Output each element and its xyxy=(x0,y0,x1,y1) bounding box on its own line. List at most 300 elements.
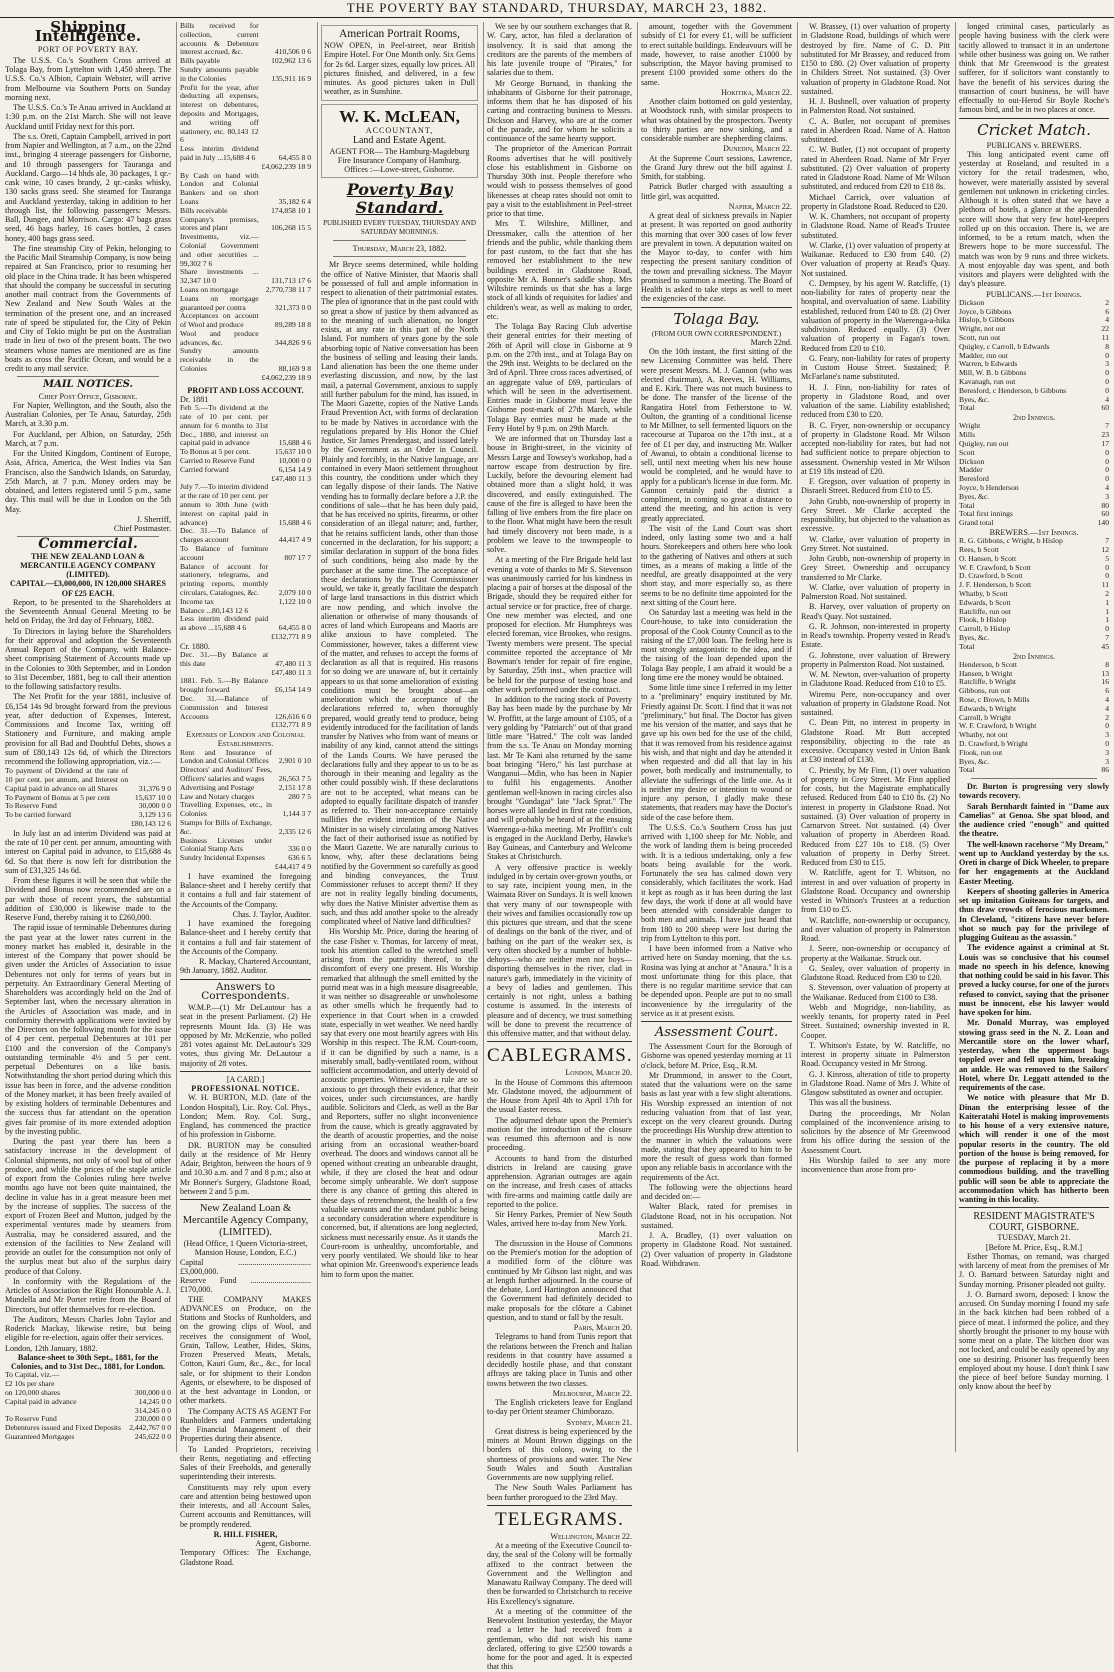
row-label: W. F. Crawford, b Scott xyxy=(959,562,1031,572)
table-row xyxy=(959,519,1109,528)
cable-paragraph: Telegrams to hand from Tunis report that the relations between the French and Italian residents in that country have assumed a decidedly hostile phase, and that constant affrays are taking place in Tunis and other towns between the two classes. xyxy=(487,1332,632,1388)
row-value: 2,770,738 11 7 xyxy=(265,284,311,294)
row-label: Advertising and Postage xyxy=(180,782,255,792)
row-label: Flook, run out xyxy=(959,747,1003,757)
table-row xyxy=(180,633,311,642)
news-item: Mr. Donald Murray, was employed stowing grass seed in the N. Z. Loan and Mercantile store on the lower wharf, yesterday, when the uppermost bags toppled over and fell upon him, breaking an ankle. He was removed to the Sailors' Hotel, where Dr. Leggatt attended to the requirements of the case. xyxy=(959,1018,1109,1093)
dateline: Hokitika, March 22. xyxy=(721,87,792,97)
row-value: 2,901 0 10 xyxy=(278,756,311,766)
row-value: 3 xyxy=(1105,491,1109,501)
profit-loss-credit-table xyxy=(180,651,311,730)
column-1 xyxy=(2,18,174,1452)
row-label: 1881. Feb. 5.—By Balance brought forward xyxy=(180,676,269,695)
row-label: Edwards, b Wright xyxy=(959,703,1017,713)
court-paragraph: W. Clarke, over valuation of property in Grey Street. Not sustained. xyxy=(801,534,950,553)
divider xyxy=(180,1071,311,1072)
editorial-paragraph: Mr Bryce seems determined, while holding the office of Native Minister, that Maoris shall be possessed of full and ample information in respect to alienation of their patrimonial estates. The plea of ignorance that in the past could with so great a show of justice by them advanced as to the meaning of such alienation, no longer exists, at any rate in this part of the North Island. For numbers of years gone by the sole absorbing topic of Native conversation has been the business of selling and leasing their lands. Land alienation has been the one theme under everlasting discussion, and now, by the last mail, a paternal Government, anxious to supply still further pabulum for the mind, has issued, in The Maori Gazette, copies of the Native Lands Fraud Prevention Act, with forms of declaration to be made by Natives in accordance with the regulations prepared by His Honor the Chief Justice, Sir James Prendergast, and issued lately by the Government as an Order in Council. Plainly and forcibly, in the Native language, are contained in every Maori settlement throughout this country, the conditions under which they can legally dispose of their lands. The Native vending has to formally declare before a J.P. the conditions of sale—that he has been duly paid, that he has received no spirits, firearms, or other consideration of an illegal nature; and, further, that he retains sufficient lands, other than those concerned in the declaration, for his support; a similar declaration in support of the bona fides of such conditions, being also made by the purchaser at the same time. The acceptance of these declarations by the Trust Commissioner would, we take it, greatly facilitate the despatch of large land transactions in this district which are now pending, and which involve the alienation or otherwise of many thousands of acres of land which Europeans and Maoris are alike anxious to have completed. The Commissioner, however, takes a different view of the matter, and refuses to accept the forms of declaration as all that is required. His reasons for so doing we are unaware of, but it certainly appears to us that some amelioration of existing conditions must be brought about—an amelioration which the acceptance of the declarations referred to, when thoroughly prepared, would greatly tend to produce, being evidently introduced for the facilitation of lands transfer by Natives who from want of means or inability of any kind, cannot attend the sittings of the Lands Courts. We have perused the declarations fully and they appear to us to be as thorough in their meaning and legality as the other could possibly wish. If these declarations are not to be accepted, what means can be adopted to equally facilitate dispatch of transfer as referred to. Their non-acceptance certainly nullifies the evident intention of the Native Minister in so wisely circulating among Natives the fact of their authorised issue as notified by the Maori Gazette. We are naturally curious to know, why, after these declarations being notified by the Government so carefully as good and binding conveyances, the Trust Commissioner refuses to accept them? If they are not in reality legally binding documents, why does the Native Minister advertise them as such, and thus add another spoke to the already complicated wheel of Native land difficulties? xyxy=(321,260,478,926)
tolaga-bay-heading: Tolaga Bay. xyxy=(673,309,760,328)
telegram-paragraph: Patrick Butler charged with assaulting a little girl, was acquitted. xyxy=(641,182,792,201)
row-value: 280 7 5 xyxy=(288,791,311,801)
row-value: 14,245 0 0 xyxy=(138,1396,171,1406)
correspondent-paragraph: I have been informed from a Native who arrived here on Sunday morning, that the s.s. Rosina was lying at anchor at "Anaura." It is a most unfortunate thing for this place, that there is no regular maritime service that can be depended upon. People are put to no small inconvenience by the irregularity of the service as it at present exists. xyxy=(641,944,792,1018)
row-value: 23 xyxy=(1101,430,1109,440)
row-label: on 120,000 shares xyxy=(5,1387,61,1397)
court-paragraph: W. M. Newton, over-valuation of property in Gladstone Road. Reduced from £10 to £5. xyxy=(801,670,950,689)
expenses-heading: Expenses of London and Colonial Establishments. xyxy=(186,730,305,749)
row-label: Dec. 31.—By Balance at this date xyxy=(180,649,269,668)
row-value: 88,169 9 8 xyxy=(278,364,311,374)
row-value: 4 xyxy=(1105,394,1109,404)
court-paragraph: W. Ratcliffe, agent for T. Whitson, no interest in and over valuation of property in Gladstone Road. Occupancy and ownership vested in Whitson's Trustees at a reduction from £10 to £5. xyxy=(801,868,950,915)
row-value: 80 xyxy=(1101,500,1109,510)
row-value: 4 xyxy=(1105,482,1109,492)
row-value: 0 xyxy=(1105,721,1109,731)
row-value: 5 xyxy=(1105,553,1109,563)
column-6 xyxy=(797,22,953,1452)
rm-court-paragraph: Esther Thomas, on remand, was charged with larceny of meat from the premises of Mr J. O. Barnard between Saturday night and Sunday morning. Prisoner pleaded not guilty. xyxy=(959,1251,1109,1289)
court-paragraph: The following were the objections heard and decided on:— xyxy=(641,1182,792,1202)
divider xyxy=(487,1505,632,1506)
row-label: Quigley, c Carroll, b Edwards xyxy=(959,341,1050,351)
row-value: 8 xyxy=(1105,659,1109,669)
row-label: Rent and Insurance of London and Colonial Offices xyxy=(180,747,272,766)
table-row xyxy=(180,651,311,669)
table-row xyxy=(959,634,1109,643)
row-label: O. Hansen, b Scott xyxy=(959,553,1017,563)
table-row xyxy=(180,172,311,207)
court-paragraph: C. Dempsey, by his agent W. Ratcliffe, (1) non-liability for rates of property near the hospital, and overvaluation of same. Liability established, reduced from £40 to £8. (2) Over valuation of property in the Waerenga-a-hika subdivision. Reduced equally. (3) Over valuation of property in Fagan's town. Reduced from £20 to £10. xyxy=(801,278,950,353)
row-label: £2 10s per share xyxy=(5,1379,55,1389)
court-paragraph: Mr Drummond, in answer to the Court, stated that the valuations were on the same basis as last year with a few slight alterations. His Worship expressed an intention of not reducing valuation from that of last year, except on the very clearest grounds. During the proceedings His Worship drew attention to the manner in which the valuations were made, stating that they appeared to him to be more the result of guess work than formed upon any reliable basis in accordance with the requirements of the Act. xyxy=(641,1070,792,1182)
row-value: 2,442,767 0 0 xyxy=(129,1423,171,1433)
row-label: Mills xyxy=(959,430,976,440)
row-value: 60 xyxy=(1101,509,1109,519)
table-row xyxy=(959,422,1109,431)
row-value: 410,506 0 6 xyxy=(274,47,311,57)
cable-paragraph: The English cricketers leave for England to-day per Orient steamer Chimborazo. xyxy=(487,1398,632,1417)
table-row xyxy=(180,84,311,146)
table-row xyxy=(959,766,1109,775)
row-value: 102,962 13 6 xyxy=(271,56,311,66)
table-row xyxy=(180,295,311,313)
telegram-paragraph: At a meeting of the committee of the Benevolent Institution yesterday, the Mayor read a letter he had received from a gentleman, who did not wish his name declared, offering to give £2500 towards a home for the poor and aged. It is expected that this xyxy=(487,1606,632,1672)
row-value: 15,688 4 6 xyxy=(278,438,311,448)
row-value: 245,622 0 0 xyxy=(134,1431,171,1441)
row-value: £47,480 11 3 xyxy=(271,473,311,483)
table-row xyxy=(180,404,311,448)
article-paragraph: The rapid issue of terminable Debentures during the past year at the lower rates current in the money market has enabled it, desirable in the interest of the Company that power should be given under the Articles of Association to issue Debentures not only for terms of years but in perpetuity. An Extraordinary General Meeting of Shareholders was accordingly held on the 2nd of September last, when the necessary alteration in the Articles of Association was made, and in conformity therewith applications were invited by the Directors on the following month for the issue of 4 per cent. perpetual Debentures at 101 per £100 and the conversion of the Company's outstanding terminable 4½ and 5 per cent. perpetual Debentures on a like basis. Notwithstanding the short period during which this issue has been in force, and the adverse condition of the Money market, it has been freely availed of by existing holders of terminable Debentures and the success thus far attendant on the operation gives fair promise of its more extended adoption by the investing public. xyxy=(5,923,171,1136)
table-row xyxy=(180,563,311,598)
court-paragraph: T. Whitson's Estate, by W. Ratcliffe, no interest in property situate in Palmerston Road. Occupancy vested in Mr Strong. xyxy=(801,1040,950,1069)
row-label: Hansen, b Wright xyxy=(959,668,1013,678)
row-label: Henderson, b Scott xyxy=(959,659,1017,669)
row-label: Rose, c Brown, b Mills xyxy=(959,694,1030,704)
liabilities-table xyxy=(180,22,311,172)
row-value: 321,373 0 0 xyxy=(274,302,311,312)
editorial-paragraph: His Worship Mr. Price, during the hearing of the case Fisher v. Thomas, for larceny of meat, took his attention called to the wretched smell arising from the putridity thereof, to the discomfort of every one present. His Worship remarked that although the smell emitted by the putrid meat was in a high measure disagreeable, it was neither so disagreeable or unwholesome as other smells which he frequently had to experience in that Court when in a crowded state, especially in wet weather. We need hardly say that every one most heartily agrees with His Worship in this respect. The R.M. Court-room, if it can be dignified by such a name, is a miserably small, badly-ventilated room, without sufficient accommodation, and utterly devoid of acoustic properties. Witnesses as a rule are so anxious to get through their evidence, that their voices, under such circumstances, are hardly audible. Solicitors and Clerk, as well as the Bar and Reporters, suffer no slight inconvenience from the cause, which is greatly aggravated by the dearth of acoustic properties, and the noise arising from an occasional weather-board overhead. The doors and windows cannot all be opened without creating an unbearable draught, while, if they are closed the heat and odour become simply unbearable. We don't suppose there is any chance of getting this altered in these days of retrenchment, the health of a few valuable servants and the attendant public being a secondary consideration where expenditure is concerned, but, if alterations are long neglected, sickness must necessarily ensue. As it stands the Court-room is unhealthy, uncomfortable, and very poorly ventilated. We should like to hear what opinion Mr. Greenwood's experience leads him to form upon the matter. xyxy=(321,927,478,1279)
row-label: To Payment of Bonus at 5 per cent xyxy=(5,792,111,802)
mail-notices-heading: MAIL NOTICES. xyxy=(43,379,133,391)
commercial-heading: Commercial. xyxy=(38,536,138,553)
row-value: 0 xyxy=(1105,350,1109,360)
row-label: Dec. 31.—Balance of Commission and Interest Accounts xyxy=(180,693,269,721)
court-paragraph: C. A. Butler, not occupant of premises rated in Aberdeen Road. Name of A. Hatton substituted. xyxy=(801,116,950,144)
row-label: Sundry amounts receivable in the Colonies xyxy=(180,346,259,374)
table-row xyxy=(180,145,311,163)
court-paragraph: His Worship failed to see any more inconvenience than arose from pro- xyxy=(801,1155,950,1174)
row-value: 10,000 0 0 xyxy=(278,455,311,465)
portrait-rooms-ad xyxy=(321,25,478,101)
paper-date: Thursday, March 23, 1882. xyxy=(352,244,447,253)
row-value: 44,417 4 9 xyxy=(278,535,311,545)
court-paragraph: B. C. Fryer, non-ownership or occupancy of property in Gladstone Road. Mr Wilson accepted non-liability for rates, but had not had sufficient notice to prepare objection to assessment. Ownership vested in Mr Wilson at £19 18s instead of £20. xyxy=(801,420,950,476)
row-label: D. Crawford, b Scott xyxy=(959,571,1023,581)
row-value: 64,455 8 0 xyxy=(278,623,311,633)
masthead-rule xyxy=(0,17,1114,18)
row-value: 126,616 6 0 xyxy=(274,711,311,721)
cricket-heading: Cricket Match. xyxy=(977,120,1091,139)
table-row xyxy=(180,233,311,268)
court-paragraph: longed criminal cases, particularly as people having business with the clerk were tacitly allowed to transact it in an undertone while other business was going on. We rather think that Mr Greenwood is the greatest sufferer, for if solicitors want constantly to have the benefit of his services during the transaction of court business, he will have effectually to out-Herod Sir Boyle Roche's famous bird, and be in two places at once. xyxy=(959,22,1109,115)
court-paragraph: Wiremu Pere, non-occupancy and over valuation of property in Gladstone Road. Not sustained. xyxy=(801,689,950,717)
profit-loss-heading: PROFIT AND LOSS ACCOUNT. xyxy=(187,385,304,395)
assets-table xyxy=(180,172,311,383)
court-paragraph: The Assessment Court for the Borough of Gisborne was opened yesterday morning at 11 o'clock, before M. Price, Esq., R.M. xyxy=(641,1042,792,1070)
auditor-statement: I have examined the foregoing Balance-sheet and I hereby certify that it contains a full and fair statement of the Accounts of the Company. xyxy=(180,871,311,909)
innings-heading: 2nd Innings. xyxy=(1012,413,1056,423)
correspondent-paragraph: The U.S.S. Co.'s Southern Cross has just arrived with 1,100 sheep for Mr. Noble, and the work of landing them is being proceeded with. It is a tedious undertaking, only a few boats being available for the work. Fortunately the sea has calmed down very considerably, which facilitates the work. Had it kept as rough as it has been during the last few days, the work if done at all would have been attended with considerable danger to both men and animals. I have just heard that from 180 to 200 sheep were lost during the trip from Lyttelton to this port. xyxy=(641,822,792,943)
row-value: 0 xyxy=(1105,624,1109,634)
row-value: 0 xyxy=(1105,456,1109,466)
agent-role: Agent, Gisborne. xyxy=(255,1539,311,1549)
row-value: £44,417 4 9 xyxy=(274,861,311,871)
table-row xyxy=(180,330,311,348)
paper-title: Poverty Bay Standard. xyxy=(346,179,453,217)
court-paragraph: B. Harvey, over valuation of property on Read's Quay. Not sustained. xyxy=(801,602,950,621)
row-label: Ratcliffe, b Wright xyxy=(959,677,1016,687)
pl-debit-label: Dr. 1881 xyxy=(180,394,209,404)
row-label: Quigley, run out xyxy=(959,438,1009,448)
row-label: Joyce, b Gibbons xyxy=(959,306,1012,316)
row-value: 336 0 0 xyxy=(288,844,311,854)
row-value: 35,182 6 4 xyxy=(278,196,311,206)
row-value: 7 xyxy=(1105,421,1109,431)
news-paragraph: In addition to the racing stock of Poverty Bay has been made by the purchase by Mr W. Proffitt, at the large amount of £105, of a very golding by "Patriarch" out of that grand little mare "Hatred." The colt was landed from the s.s. Te Anau on Monday morning last. Mr Te Kani also returned by the same boat bringing "Hero," his last purchase at Wanganui—Mdin, who has been in Napier to fulfil his engagements. Another gentleman well-known in racing circles also brought "Gundagai" late "Jack Sprat." The horses were all landed in first rate condition, and will probably be heard of at the ensuing Waerenga-a-hika meeting. Mr Proffitt's colt is engaged in the Auckland Derby, Hawke's Bay Guineas, and Canterbury and Welcome Stakes at Christchurch. xyxy=(487,695,632,862)
row-value xyxy=(259,233,311,268)
row-value: 0 xyxy=(1105,465,1109,475)
divider xyxy=(487,1041,632,1042)
cricket-paragraph: This long anticipated event came off yesterday at Roseland, and resulted in a victory for the retail tradesmen, who, however, were materially assisted by several gentlemen not unknown in cricketing circles. Although it is often stated that we have a plethora of hotels, a glance at the appended score will show that very few hotel-keepers rolled up on this occasion. There is, we are informed, to be a return match, when the Brewers hope to be more successful. The match was won by 9 runs and three wickets. A most enjoyable day was spent, and both visitors and players were delighted with the day's pleasure. xyxy=(959,149,1109,289)
row-label: Less interim dividend paid as above ...15,688 4 6 xyxy=(180,614,269,633)
row-label xyxy=(180,863,272,872)
answers-paragraph: W.M.P.—(1) Mr DeLautour has a seat in the present Parliament. (2) He represents Mount Ida. (3) He was opposed by Mr. McKenzie, who polled 281 votes against Mr. DeLautour's 329 votes, thus giving Mr. DeLautour a majority of 28 votes. xyxy=(180,1003,311,1068)
column-4 xyxy=(483,22,635,1672)
innings-heading: 2nd Innings. xyxy=(1012,651,1056,661)
rm-court-paragraph: J. O. Barnard sworn, deposed: I know the accused. On Sunday morning I found my safe in the back kitchen had been robbed of a piece of meat. I informed the police, and they shortly brought the prisoner to my house with some meat on a plate. The kitchen door was not locked, and could be easily opened by any one so desiring. Prisoner has frequently been employed about my house. I don't think I saw the piece of beef before Sunday morning. I only know about the beef by xyxy=(959,1289,1109,1392)
agent-name: R. HILL FISHER, xyxy=(213,1529,278,1539)
row-value: 89,289 18 8 xyxy=(274,320,311,330)
court-paragraph: F. Gregson, over valuation of property in Disraeli Street. Reduced from £10 to £5. xyxy=(801,477,950,496)
row-label: Whatby, b Scott xyxy=(959,588,1008,598)
court-paragraph: John Grubb, non-ownership of property in Grey Street. Ownership and occupancy transferred to Mr Clarke. xyxy=(801,554,950,582)
row-label: To Reserve Fund xyxy=(5,801,57,811)
assessment-court-heading: Assessment Court. xyxy=(654,1025,779,1041)
row-label: D. Crawford, b Wright xyxy=(959,738,1028,748)
row-label: Dickson xyxy=(959,456,985,466)
row-value: 174,858 10 1 xyxy=(271,205,311,215)
row-label: Profit for the year, after deducting all expenses, interest on debentures, deposits and Mortgages, and writing off stationery, etc. 80,143 12 6 xyxy=(180,82,259,145)
row-value: 7 xyxy=(1105,536,1109,546)
ledger-table xyxy=(180,172,311,383)
court-paragraph: W. K. Chambers, not occupant of property in Gladstone Road. Name of Read's Trustee substituted. xyxy=(801,212,950,240)
row-label: Total xyxy=(959,500,975,510)
court-paragraph: C. W. Butler, (1) not occupant of property rated in Aberdeen Road. Name of Mr Fryer substituted. (2) Over valuation of property rated in Gladstone Road. Name of Mr Wilson substituted, and reduced from £20 to £18 8s. xyxy=(801,145,950,192)
row-value: 86 xyxy=(1101,765,1109,775)
pl-credit-label: Cr. 1880. xyxy=(180,641,210,651)
court-paragraph: C. Dean Pitt, no interest in property in Gladstone Road. Mr Butt accepted responsibility, objecting to the rate as excessive. Occupancy vested in Union Bank at £30 instead of £130. xyxy=(801,718,950,765)
row-label: Bills receivable xyxy=(180,205,228,215)
ledger-table xyxy=(180,651,311,730)
telegram-paragraph: Another claim bottomed on gold yesterday, at Woodstock rush, with similar prospects to what was obtained by the prospectors. Twenty to thirty parties are now sinking, and a considerable number are shepherding claims. xyxy=(641,97,792,143)
article-paragraph: Report, to be presented to the Shareholders at the Seventeenth Annual General Meeting to be held on Friday, the 3rd day of February, 1882. xyxy=(5,597,171,626)
divider xyxy=(959,1207,1109,1208)
row-label: Bills received for collection, current accounts & Debenture interest accrued, &c. xyxy=(180,21,259,57)
company-title: THE NEW ZEALAND LOAN & MERCANTILE AGENCY COMPANY (LIMITED). xyxy=(20,551,156,579)
telegram-paragraph: At the Supreme Court sessions, Lawrence, the Grand Jury threw out the bill against J. Smith, for stabbing. xyxy=(641,153,792,181)
card-label: [A CARD.] xyxy=(226,1074,265,1084)
row-label: Gibbons, run out xyxy=(959,686,1011,696)
ad-office: Offices :—Lowe-street, Gisborne. xyxy=(344,165,455,175)
row-label: Grand total xyxy=(959,518,994,528)
row-value: £4,062,239 18 9 xyxy=(261,161,311,171)
row-label: July 7.—To interim dividend at the rate of 10 per cent. per annum to 30th June (with interest on capital paid in advance) xyxy=(180,482,269,527)
divider xyxy=(971,778,1097,779)
card-paragraph: DR. BURTON may be consulted daily at the residence of Mr Henry Adair, Brighton, between the hours of 9 and 10.30 a.m. and 7 and 8 p.m.; also at Mr Bonner's Surgery, Gladstone Road, between 2 and 5 p.m. xyxy=(180,1140,311,1196)
row-label: Business Licenses under Colonial Stamp Acts xyxy=(180,835,272,854)
dateline: Melbourne, March 22. xyxy=(552,1388,632,1398)
table-row xyxy=(180,312,311,330)
cricket-subheading: PUBLICANS v. BREWERS. xyxy=(986,140,1082,150)
ad-paragraph: Constituents may rely upon every care and attention being bestowed upon their interests, and all Account Sales, Current accounts and Remittances, will be promptly rendered. xyxy=(180,1482,311,1529)
ad-agent: AGENT FOR— The Hamburg-Magdeburg Fire Insurance Company of Hamburg. xyxy=(329,146,470,165)
cablegrams-heading: CABLEGRAMS. xyxy=(487,1045,633,1067)
dateline: Napier, March 22. xyxy=(728,201,792,211)
row-value: £132,771 8 9 xyxy=(271,631,311,641)
row-value: 30,000 0 0 xyxy=(138,801,171,811)
row-label: Total xyxy=(959,765,975,775)
dateline: Wellington, March 22. xyxy=(550,1531,632,1541)
row-label: Warren, b Edwards xyxy=(959,359,1018,369)
cable-paragraph: The discussion in the House of Commons on the Premier's motion for the adoption of a modified form of the clôture was continued by Mr Gibson last night, and was at length further adjourned. In the course of the debate, Lord Hartington announced that the Government had definitely decided to make proposals for the clôture a Cabinet question, and to stand or fall by the result. xyxy=(487,1238,632,1322)
row-value: 4 xyxy=(1105,315,1109,325)
court-paragraph: This was all the business. xyxy=(809,1098,892,1108)
row-value: 0 xyxy=(1105,376,1109,386)
row-label: Scott, run out xyxy=(959,332,1001,342)
row-value: 31,376 9 0 xyxy=(138,783,171,793)
row-label: Joyce, b Henderson xyxy=(959,482,1019,492)
correspondent-paragraph: The visit of the Land Court was short indeed, only lasting some two and a half hours. Storekeepers and others here who look to the gathering of Natives and others at such times, as a means of making a little of the needful, are greatly disappointed at the very short stay, and more especially so, as there seems to be no definite time appointed for the next sitting of the Court here. xyxy=(641,523,792,607)
row-value: 15,688 4 6 xyxy=(278,517,311,527)
publicans-first-innings xyxy=(959,299,1109,413)
row-value: 2 xyxy=(1105,297,1109,307)
row-label: Total xyxy=(959,403,975,413)
court-paragraph: Walter Black, rated for premises in Gladstone Road, not in his occupation. Not sustained. xyxy=(641,1202,792,1230)
table-row xyxy=(180,22,311,57)
dateline: Paris, March 20. xyxy=(573,1323,632,1332)
table-row xyxy=(180,677,311,695)
article-paragraph: The U.S.S. Co.'s Southern Cross arrived at Tolaga Bay, from Lyttelton with 1,450 sheep. The U.S.S. Co.'s Albion, Captain Webster, will arrive from Melbourne via Southern Ports on Sunday morning next. xyxy=(5,55,171,102)
row-value: 3 xyxy=(1105,747,1109,757)
row-label: Guaranteed Mortgages xyxy=(5,1431,75,1441)
correspondent-line: (FROM OUR OWN CORRESPONDENT.) xyxy=(651,328,782,338)
row-label: Byes, &c. xyxy=(959,491,990,501)
article-paragraph: For Napier, Wellington, and the South, also the Australian Colonies, per Te Anau, Saturday, 25th March, at 3.30 p.m. xyxy=(5,400,171,429)
balance-sheet-table xyxy=(5,1371,171,1441)
loan-company-capital: Capital ....................................£3,000,000. xyxy=(180,1257,311,1276)
row-value: 64,455 8 0 xyxy=(278,152,311,162)
balance-sheet-heading: Balance-sheet to 30th Sept., 1881, for the Colonies, and to 31st Dec., 1881, for London. xyxy=(10,1352,166,1372)
court-paragraph: Michael Carrick, over valuation of property in Gladstone Road. Reduced to £20. xyxy=(801,192,950,211)
ledger-table xyxy=(959,661,1109,775)
row-label xyxy=(5,820,128,829)
court-paragraph: G. R. Johnson, non-interested in property in Read's township. Property vested in Read's Estate. xyxy=(801,621,950,650)
row-value: 0 xyxy=(1105,368,1109,378)
dateline: March 21. xyxy=(598,1229,632,1239)
table-row xyxy=(180,527,311,545)
row-value: 8 xyxy=(1105,341,1109,351)
row-label: Carried forward xyxy=(180,464,229,474)
court-paragraph: J. Seere, non-ownership or occupancy of property at the Waikanae. Struck out. xyxy=(801,944,950,963)
row-value: 0 xyxy=(1105,385,1109,395)
card-paragraph: W. H. BURTON, M.D. (late of the London Hospital), Lic. Roy. Col. Phys., London; Mem. Roy. Col. Surg., England, has commenced the practice of his profession in Gisborne. xyxy=(180,1093,311,1140)
table-row xyxy=(180,374,311,383)
court-paragraph: G. Johnstone, over valuation of Brewery property in Palmerston Road. Not sustained. xyxy=(801,650,950,669)
row-value: 1 xyxy=(1105,615,1109,625)
row-label: Byes, &c. xyxy=(959,394,990,404)
auditor-date: 9th January, 1882. Auditor. xyxy=(180,966,268,976)
dateline: March 22nd. xyxy=(750,337,792,347)
temporary-offices: Temporary Offices: The Exchange, Gladstone Road. xyxy=(180,1548,311,1567)
row-value: 6 xyxy=(1105,306,1109,316)
row-value: 6,154 14 9 xyxy=(278,464,311,474)
court-paragraph: H. J. Finn, non-liability for rates of property in Gladstone Road, and over valuation of the same. Liability established; reduced from £30 to £20. xyxy=(801,382,950,420)
ad-role-2: Land and Estate Agent. xyxy=(352,134,447,146)
article-paragraph: The U.S.S. Co.'s Te Anau arrived in Auckland at 1:30 p.m. on the 21st March. She will not leave Auckland until Friday next for this port. xyxy=(5,103,171,131)
court-paragraph: W. Clarke, (1) over valuation of property at Waikanae. Reduced to £30 from £40. (2) Over valuation of property at Read's Quay. Not sustained. xyxy=(801,240,950,278)
ledger-table xyxy=(959,422,1109,528)
ledger-table xyxy=(180,749,311,872)
table-row xyxy=(5,1433,171,1442)
row-label: Kavanagh, run out xyxy=(959,376,1016,386)
row-value: 344,826 9 6 xyxy=(274,337,311,347)
divider xyxy=(641,307,792,308)
divider xyxy=(180,1199,311,1200)
divider xyxy=(333,256,466,257)
row-label: Ratcliffe, run out xyxy=(959,606,1011,616)
ad-paragraph: THE COMPANY MAKES ADVANCES on Produce, on the Stations and Stocks of Runholders, and on the growing clips of Wool, and receives the consignment of Wool, Grain, Tallow, Leather, Hides, Skins, Frozen Preserved Meats, Metals, Cotton, Kauri Gum, &c., &c., for local sale, or for shipment to their London Agents, or elsewhere, to be disposed of at the best advantage in London, or other markets. xyxy=(180,1294,311,1406)
divider xyxy=(641,1021,792,1022)
row-label: Madder, run out xyxy=(959,350,1008,360)
row-label: To Bonus at 5 per cent. xyxy=(180,447,251,457)
article-paragraph: During the past year there has been a satisfactory increase in the development of Colonial shipments, not only of wool but of other produce, and while the prices of the staple article of export from the Colonies ruling here twelve months ago have not been quite maintained, the decline in value has in a great measure been met by the increase of supplies. The success of the export of Frozen Beef and Mutton, judged by the experimental ventures made by steamers from Australia, may be considered assured, and the extension of the facilities to New Zealand will provide an outlet for the consumption not only of the surplus meat but also of the surplus dairy produce of that Colony. xyxy=(5,1137,171,1276)
article-paragraph: The s.s. Oreti, Captain Campbell, arrived in port from Napier and Wellington, at 7 a.m., on the 22nd inst., bringing 4 steerage passengers for Gisborne, and 10 through passengers for Tauranga and Auckland. Cargo—14 hhds ale, 30 packages, 1 qr.-cask wine, 10 cases brandy, 2 qr.-casks whisky, 130 sacks grass seed. She steamed for Tauranga and Auckland yesterday, taking in addition to her through list, the following passengers: Messrs. Ball, Dungee, and Morrison. Cargo: 47 bags grass seed, 46 bags barley, 16 cases bottles, 2 cases honey, 400 bags grass seed. xyxy=(5,131,171,243)
row-value: 7 xyxy=(1105,632,1109,642)
news-paragraph: A very offensive practice is weekly indulged in by certain over-grown youths, or to say rate, incipient young men, in the Waimata River on Sundays. It is well known that very many of our townspeople with their wives and families occasionally row up this pictures que stream, and that the scene of dealings on the bank of the river, and of bathing on the part of the weaker sex, is very often shocked by a number of hobble-dehoys—who are neither men nor boys—disporting themselves in the river, clad in nature's garb, immediately in the vicinity of a bevy of ladies and gentlemen. This certainly is not right, unless a bathing costume is assumed. In the interests of pleasure and of decency, we trust something will be done to prevent the recurrence of this offensive matter, and that without delay. xyxy=(487,862,632,1038)
row-value: 11 xyxy=(1101,332,1109,342)
row-label: Wright, not out xyxy=(959,324,1006,334)
row-label: Scott xyxy=(959,447,975,457)
column-2 xyxy=(176,21,314,1567)
row-label: To Capital, viz.— xyxy=(5,1370,60,1380)
rm-court-heading: RESIDENT MAGISTRATE'S COURT, GISBORNE. xyxy=(973,1211,1095,1234)
divider xyxy=(959,118,1109,119)
appropriation-table xyxy=(5,767,171,829)
row-label: Less interim dividend paid in July ...15,688 4 6 xyxy=(180,144,259,162)
table-row xyxy=(959,440,1109,449)
auditor-signature: Chas. J. Taylor, Auditor. xyxy=(232,909,311,919)
auditor-statement: I have examined the foregoing Balance-sheet and I hereby certify that it contains a full and fair statement of the Accounts of the Company. xyxy=(180,919,311,956)
row-label: Loans on mortgage guaranteed per contra xyxy=(180,293,259,312)
ledger-table xyxy=(180,404,311,642)
court-paragraph: H. J. Bushnell, over valuation of property in Palmerston Road. Not sustained. xyxy=(801,97,950,116)
row-label: Sundry amounts payable in the Colonies xyxy=(180,64,259,83)
row-label: Dec. 31.—To Balance of charges account xyxy=(180,526,269,545)
table-row xyxy=(180,801,311,819)
court-paragraph: Webb and Mogridge, non-liability, as weekly tenants, for property rated in Peel Street. Sustained; ownership invested in R. Cooper. xyxy=(801,1002,950,1040)
rm-court-date: TUESDAY, March 21. xyxy=(997,1233,1071,1243)
row-label: Rees, b Scott xyxy=(959,544,999,554)
row-label: To be carried forward xyxy=(5,810,71,820)
row-value: 0 xyxy=(1105,562,1109,572)
profit-loss-debit-table xyxy=(180,404,311,642)
brewers-first-innings xyxy=(959,537,1109,651)
row-value: 807 17 7 xyxy=(284,552,311,562)
row-value: 12 xyxy=(1101,544,1109,554)
article-paragraph: For Auckland, per Albion, on Saturday, 25th March, at 7 p.m. xyxy=(5,429,171,448)
row-value: 1,144 3 7 xyxy=(282,809,311,819)
news-paragraph: Mr George Burnand, in thanking the inhabitants of Gisborne for their patronage, informs them that he has disposed of his carting and contracting business to Messrs. Dickson and Harvey, who are at the corner of the parade, and for whom he solicits a continuance of the same hearty support. xyxy=(487,78,632,143)
row-label xyxy=(180,374,259,383)
divider xyxy=(17,376,159,377)
article-paragraph: To Directors in laying before the Shareholders for their approval and adoption the Seventeenth Annual Report of the Company, with Balance-sheet comprising Statement of Accounts made up in the Colonies to 30th September, and in London to 31st December, 1881, beg to call their attention to the following satisfactory results. xyxy=(5,626,171,691)
shipping-heading: Shipping Intelligence. xyxy=(34,18,142,46)
telegram-paragraph: At a meeting of the Executive Council to-day, the seal of the Colony will be formally affixed to the contract between the Government and the Wellington and Manawatu Railway Company. The deed will then be forwarded to Christchurch to receive His Excellency's signature. xyxy=(487,1541,632,1606)
table-row xyxy=(180,695,311,721)
row-value: 16 xyxy=(1101,677,1109,687)
masthead: THE POVERTY BAY STANDARD, THURSDAY, MARCH 23, 1882. xyxy=(346,0,768,15)
row-value: 135,911 16 9 xyxy=(271,73,311,83)
row-value: 60 xyxy=(1101,403,1109,413)
table-row xyxy=(959,404,1109,413)
row-value: £80,143 12 6 xyxy=(131,819,171,829)
table-row xyxy=(180,545,311,563)
row-label: Law and Notary charges xyxy=(180,791,255,801)
telegram-paragraph: A great deal of sickness prevails in Napier at present. It was reported on good authority this morning that over 300 cases of low fever are prevalent in town. A deputation waited on the Mayor to-day, to confer with him respecting the present sanitary condition of the town and prevailing sickness. The Mayor promised to summon a meeting. The Board of Health is asked to take steps as well to meet the exigencies of the case. xyxy=(641,211,792,304)
news-item: Keepers of shooting galleries in America set up imitation Guiteaus for targets, and thus draw crowds of ferocious marksmen. In Cleveland, "citizens have never before shot so much pay for the privilege of plugging Guiteau as the assassin." xyxy=(959,886,1109,943)
paper-subtitle: PUBLISHED EVERY TUESDAY, THURSDAY AND SATURDAY MORNINGS. xyxy=(323,218,476,236)
court-paragraph: S. Stevenson, over valuation of property at the Waikanae. Reduced from £100 to £38. xyxy=(801,983,950,1002)
news-paragraph: The Tolaga Bay Racing Club advertise their general entries for their meeting of 26th of April will close in Gisborne at 9 p.m. on the 27th inst., and at Tolaga Bay on the 29th inst. Weights to be declared on the 3rd of April. Three cross races advertised, of an aggregate value of £69, particulars of which will be seen in the advertisement. Entries made in Gisborne must leave the Gisborne post-mark of 27th March, while Tolaga Bay entries must be made at the Ferry Hotel by 9 p.m. on 29th March. xyxy=(487,322,632,433)
correspondent-paragraph: On Saturday last a meeting was held in the Court-house, to take into consideration the proposal of the Cook County Council as to the raising of the £7,000 loan. The feeling here is most strongly antagonistic to the idea, and if the raising of the loan depended upon the Tolaga Bay people, I am afraid it would be a long time ere the money would be obtained. xyxy=(641,608,792,682)
row-value: 0 xyxy=(1105,738,1109,748)
answers-heading: Answers to Correspondents. xyxy=(201,980,290,1002)
row-label: Debentures issued and Fixed Deposits xyxy=(5,1423,121,1433)
table-row xyxy=(180,749,311,767)
row-value: 47,480 11 3 xyxy=(275,658,311,668)
row-label: Beresford xyxy=(959,474,989,484)
row-label: Wool and produce advances, &c. xyxy=(180,328,259,347)
court-paragraph: John Grubb, non-ownership of property in Grey Street. Mr Clarke accepted the responsibility, but objected to the valuation as excessive. xyxy=(801,496,950,534)
